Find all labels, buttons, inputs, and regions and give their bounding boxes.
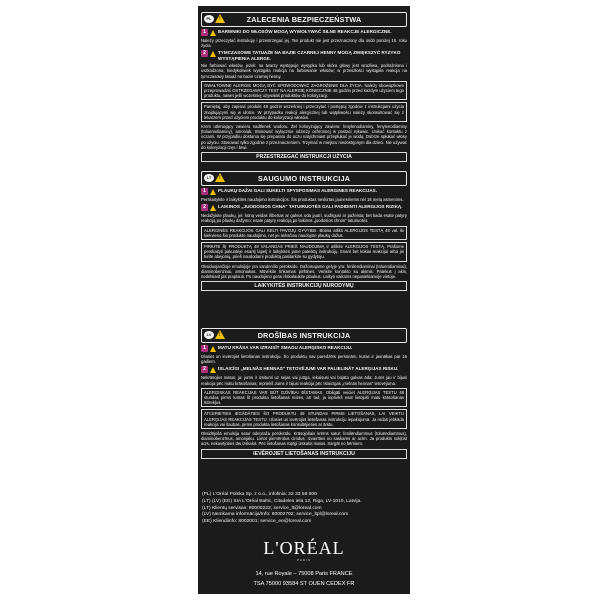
warning-text: BARWNIKI DO WŁOSÓW MOGĄ WYWOŁYWAĆ SILNE REAKCJE ALERGICZNE. xyxy=(218,29,392,34)
address-line: TSA 75000 93584 ST OUEN CEDEX FR xyxy=(253,581,355,587)
warning-line xyxy=(201,345,407,352)
warning-text: LAIKINOS „JUODOSIOS CHNA" TATUIRUOTĖS GALI PADIDINTI ALERGIJOS RIZIKĄ. xyxy=(218,204,403,210)
language-flag-icon: LV xyxy=(204,331,214,339)
section-header xyxy=(201,328,407,343)
warning-line xyxy=(201,188,407,195)
safety-section-lv xyxy=(201,328,407,459)
warning-text: TYMCZASOWE TATUAŻE NA BAZIE CZARNEJ HENNY MOGĄ ZWIĘKSZYĆ RYZYKO WYSTĄPIENIA ALERGII. xyxy=(218,50,401,61)
section-footer-label: IEVĒROJIET LIETOŠANAS INSTRUKCIJU xyxy=(201,449,407,459)
section-footer-label: PRZESTRZEGAĆ INSTRUKCJI UŻYCIA xyxy=(201,152,407,162)
contact-line: (EE) Kliendiinfo: 8002001; service_ee@loreal.com xyxy=(202,519,312,525)
warning-icon xyxy=(210,346,216,352)
ingredients-paragraph: Krem utleniający zawiera nadtlenek wodoru. Żel koloryzujący zawiera: fenylenodiaminy, fenylenodiaminy (toluenodiaminy), amoniak. Stosować wyłącznie odzieży ochronnej w postaci rękawic. Unikać kontaktu z oczami. W przypadku dostania się preparatu do oczu natychmiast przepłukać je wodą. Dobrze spłukać włosy po użyciu. Stosować tylko zgodnie z przeznaczeniem. Trzymać w miejscu niedostępnym dla dzieci. Nie używać do koloryzacji rzęs i brwi. xyxy=(201,124,407,150)
purchase-notice-box: ATCERIETIES IEGĀDĀTIES ŠO PRODUKTU 48 STUNDAS PIRMS LIETOŠANAS, LAI VEIKTU ALERĢIJAS REAKCIJAS TESTU. Izlasiet un ievērojiet lietošanas instrukciju iepakojumā. Ja rodas jebkāda reakcija vai šaubas, pirms produkta lietošanas konsultējieties ar ārstu. xyxy=(201,409,407,429)
warning-number: 2 xyxy=(201,366,208,373)
warning-text: MATU KRĀSA VAR IZRAISĪT SMAGU ALERĢISKO REAKCIJU. xyxy=(218,345,353,350)
section-header xyxy=(201,12,407,27)
warning-icon xyxy=(210,51,216,57)
language-flag-icon: LT xyxy=(204,174,214,182)
warning-line xyxy=(201,29,407,36)
warning-text: PLAUKŲ DAŽAI GALI SUKELTI SPYSPOSIMAS ALERGINES REAKCIJAS. xyxy=(218,188,378,193)
warning-icon xyxy=(210,205,216,211)
instruction-paragraph: Nedažykite plaukų, jei: kūną veidas išbertas ar galvos oda jautri, sudirgusi ar pažeista; bet kada esate patyrę reakciją po plaukų dažymo; esate patyrę reakciją po laikinos „juodosios chnos" tatuiruotės. xyxy=(201,213,407,224)
safety-section-pl xyxy=(201,12,407,162)
instruction-leaflet-panel xyxy=(198,6,410,594)
section-title: DROŠĪBAS INSTRUKCIJA xyxy=(257,331,351,340)
instruction-paragraph: Nie farbować włosów, jeżeli: na twarzy występuje wysypka lub skóra głowy jest wrażliwa, podrażniona i uszkodzona; kiedykolwiek wystąpiła reakcja na farbowanie włosów; w przeszłości wystąpiła reakcja na tymczasowy tatuaż na bazie czarnej henny. xyxy=(201,63,407,79)
brand-logo-subtitle: PARIS xyxy=(297,558,311,562)
brand-logo: L'ORÉAL xyxy=(263,538,345,558)
purchase-notice-box: Pamiętaj, aby zapisać produkt 48 godzin wcześniej i przeczytać i postępuj zgodnie z instrukcjami użycia znajdującymi się w ulotce. W przypadku reakcji alergicznej lub wątpliwości należy skonsultować się z lekarzem przed użyciem produktu do koloryzacji włosów. xyxy=(201,102,407,122)
instruction-paragraph: Nekrāsojiet matus, ja: jums ir izsitumi uz sejas vai jutīga, iekaisusi vai bojāta galvas āda; Jums jau ir bijusi reakcija pēc matu krāsošanas; Iepriekš Jums ir bijusi reakcija pēc īslaicīgas „melnās hennas" tetovējuma. xyxy=(201,375,407,386)
purchase-notice-box: PIRKITE ŠĮ PRODUKTĄ 48 VALANDAS PRIEŠ NAUDOJIMĄ ir atlikite ALERGIJOS TESTĄ. Prašome perskaityti pakuotėje esantį lapelį ir laikykitės jame pateiktų instrukcijų. Esant bet kokiai reakcijai arba jei turite abejonių, prieš naudodami produktą pasitarkite su gydytoju. xyxy=(201,242,407,262)
allergy-test-box: ALERGINĖS REAKCIJOS GALI KELTI PAVOJŲ GYVYBEI. Būtina atlikti ALERGIJOS TESTĄ 48 val. iki kiekvieno šio produkto naudojimo, net jei anksčiau naudojote plaukų dažus. xyxy=(201,226,407,240)
section-header xyxy=(201,171,407,186)
instruction-paragraph: Izlasiet un ievērojiet lietošanas instrukciju. Šo produktu nav paredzēts personām, kuras ir jaunākas par 16 gadiem. xyxy=(201,354,407,365)
warning-icon xyxy=(215,14,225,23)
allergy-test-box: ALERĢISKAS REAKCIJAS VAR BŪT DZĪVĪBAI BĪSTAMAS. Obligāti veiciet ALERĢIJAS TESTU 48 stundas pirms katras šī produkta lietošanas reizes, arī tad, ja iepriekš esat lietojuši matu krāsošanas līdzekļus. xyxy=(201,388,407,408)
contact-line: (LT) Klientų servisas: 80000222; service_lt@loreal.com xyxy=(202,505,322,511)
section-title: ZALECENIA BEZPIECZEŃSTWA xyxy=(246,15,362,24)
warning-number: 1 xyxy=(201,188,208,195)
section-footer-label: LAIKYKITĖS INSTRUKCIJŲ NURODYMŲ xyxy=(201,281,407,291)
warning-icon xyxy=(210,30,216,36)
ingredients-paragraph: Oksiduojančioje emulsijoje yra vandenilio peroksido. Dažomajame gelyje yra: fenilendiaminai (toluendiaminai), diaminobenzinai, amoniakas. Mūvėkite tinkamas pirštines. Venkite kontakto su akimis. Patekus į akis, nedelsiant jas praplauti. Po naudojimo gerai išskalaukite plaukus. Laikyti vaikams nepasiekiamoje vietoje. xyxy=(201,263,407,280)
warning-number: 2 xyxy=(201,50,208,57)
contact-line: (LT) (LV) (EE) SIA L'Oréal Baltic, Citadeles iela 12, Riga, LV-1010, Latvija. xyxy=(202,498,362,504)
warning-text: ISLAICĪGI „MELNĀS HENNAS" TETOVĒJUMI VAR PALIELINĀT ALERĢIJAS RISKU. xyxy=(218,366,399,372)
allergy-test-box: GWAŁTOWNE ALERGIE MOGĄ BYĆ SPOWODOWAĆ ZAGROŻENIE DLA ŻYCIA. Należy obowiązkowo przeprowadzić OSTRZEGAWCZY TEST NA ALERGIĘ KONIECZNIE 48 godzin przed każdym użyciem tego produktu, nawet jeśli wcześniej używałaś produktów do koloryzacji. xyxy=(201,81,407,101)
contact-line: (PL) L'Oréal Polska Sp. z o.o., infolinia: 22 33 58 600 xyxy=(202,492,317,497)
contact-line: (LV) Ņemkama informācija/Info: 80002702; service_ltpl@loreal.com xyxy=(202,512,349,518)
safety-section-lt xyxy=(201,171,407,291)
ingredients-paragraph: Oksidējošā emulsija satur ūdeņraža peroksīdu. Krāsojošais krēms satur: fenilēndiamīnus (toluēndiamīnus), diaminobenzīnus, amonjaku. Lietot piemērotus cimdus. Izvairīties no saskares ar acīm. Ja produkts nokļūst acīs, nekavējoties tās izskalot. Pēc lietošanas rūpīgi izskalot matus. Sargāt no bērniem. xyxy=(201,431,407,447)
address-line: 14, rue Royale – 75008 Paris FRANCE xyxy=(255,571,353,577)
contact-info xyxy=(202,492,406,526)
warning-line xyxy=(201,204,407,211)
instruction-paragraph: Należy przeczytać instrukcję i przestrzegać jej. Ten produkt nie jest przeznaczony dla osób poniżej 16. roku życia. xyxy=(201,38,407,49)
warning-icon xyxy=(210,189,216,195)
warning-icon xyxy=(215,330,225,339)
warning-icon xyxy=(215,173,225,182)
instruction-paragraph: Perskaitykite ir laikykitės naudojimo instrukcijos. Šis produktas neskirtas jaunesniems nei 16 metų asmenims. xyxy=(201,197,404,202)
language-flag-icon: PL xyxy=(204,15,214,23)
warning-number: 2 xyxy=(201,204,208,211)
section-title: SAUGUMO INSTRUKCIJA xyxy=(257,174,351,183)
warning-number: 1 xyxy=(201,29,208,36)
warning-line xyxy=(201,366,407,373)
warning-line xyxy=(201,50,407,61)
warning-number: 1 xyxy=(201,345,208,352)
warning-icon xyxy=(210,367,216,373)
